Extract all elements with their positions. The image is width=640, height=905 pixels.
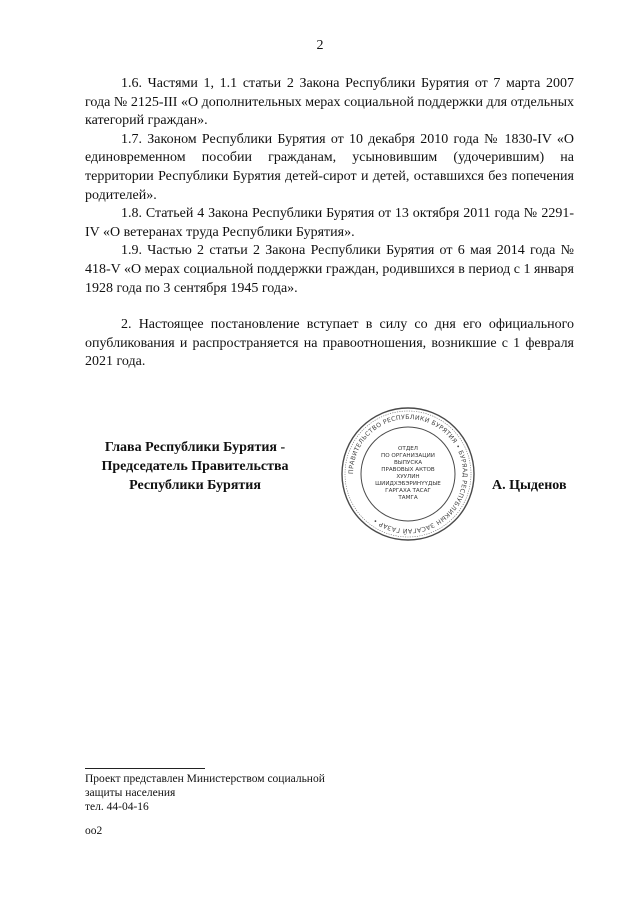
- seal-center-line: ТАМГА: [398, 495, 418, 501]
- footnote-line: защиты населения: [85, 787, 176, 799]
- seal-center-line: ПО ОРГАНИЗАЦИИ: [381, 453, 435, 459]
- footnote-divider: [85, 768, 205, 769]
- signatory-title-line: Глава Республики Бурятия -: [104, 440, 286, 455]
- document-body: [85, 75, 574, 372]
- signatory-title-line: Председатель Правительства: [101, 459, 289, 474]
- seal-center-line: ПРАВОВЫХ АКТОВ: [381, 467, 435, 473]
- page-number: 2: [316, 38, 324, 53]
- paragraph-2: 2. Настоящее постановление вступает в силу со дня его официального опубликования и распространяется на правоотношения, возникшие с 1 февраля 2021 года.: [85, 317, 574, 370]
- seal-center-line: ШИИДХЭБЭРИНҮҮДЫЕ: [375, 481, 441, 487]
- signatory-title-line: Республики Бурятия: [129, 478, 261, 493]
- paragraph-1-8: 1.8. Статьей 4 Закона Республики Бурятия от 13 октября 2011 года № 2291-IV «О ветеранах труда Республики Бурятия».: [85, 206, 574, 240]
- paragraph-1-7: 1.7. Законом Республики Бурятия от 10 декабря 2010 года № 1830-IV «О единовременном пособии гражданам, усыновившим (удочерившим) на территории Республики Бурятия детей-сирот и детей, оставшихся без попечения родителей».: [85, 131, 574, 203]
- seal-center-line: ХУУЛИН: [396, 474, 420, 480]
- document-code: оо2: [85, 825, 103, 837]
- paragraph-1-6: 1.6. Частями 1, 1.1 статьи 2 Закона Республики Бурятия от 7 марта 2007 года № 2125-III «О дополнительных мерах социальной поддержки для отдельных категорий граждан».: [85, 76, 574, 129]
- footnote: [85, 772, 385, 814]
- signatory-name: А. Цыденов: [492, 478, 567, 493]
- seal-ring-text: ПРАВИТЕЛЬСТВО РЕСПУБЛИКИ БУРЯТИЯ • БУРЯАД РЕСПУБЛИКЫН ЗАСАГАЙ ГАЗАР •: [347, 413, 469, 535]
- signatory-title: [80, 438, 310, 495]
- official-seal-stamp: [338, 404, 478, 544]
- paragraph-1-9: 1.9. Частью 2 статьи 2 Закона Республики Бурятия от 6 мая 2014 года № 418-V «О мерах социальной поддержки граждан, родившихся в период с 1 января 1928 года по 3 сентября 1945 года».: [85, 243, 574, 296]
- footnote-line: Проект представлен Министерством социальной: [85, 773, 325, 785]
- seal-center-line: ОТДЕЛ: [398, 446, 418, 452]
- footnote-line: тел. 44-04-16: [85, 801, 149, 813]
- seal-center-line: ВЫПУСКА: [393, 460, 423, 466]
- seal-center-line: ГАРГАХА ТАСАГ: [385, 488, 431, 494]
